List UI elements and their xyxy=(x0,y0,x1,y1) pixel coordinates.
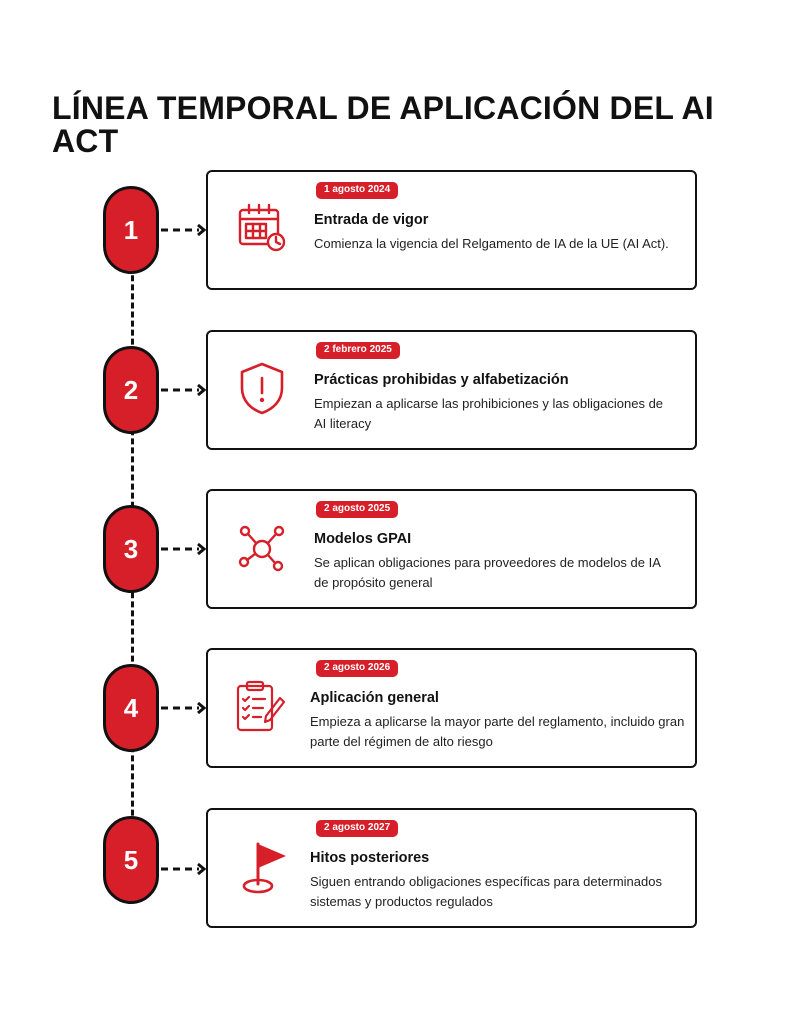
timeline-card-4 xyxy=(206,648,697,768)
step-number-badge-5: 5 xyxy=(103,816,159,904)
flag-marker-icon xyxy=(232,836,292,896)
timeline-card-2 xyxy=(206,330,697,450)
page-title: LÍNEA TEMPORAL DE APLICACIÓN DEL AI ACT xyxy=(52,90,714,159)
arrow-connector-1 xyxy=(159,223,207,237)
step-heading: Aplicación general xyxy=(310,690,439,706)
step-heading: Hitos posteriores xyxy=(310,850,430,866)
step-number-badge-4: 4 xyxy=(103,664,159,752)
step-description: Se aplican obligaciones para proveedores de modelos de IA de propósito general xyxy=(314,555,661,590)
arrow-connector-5 xyxy=(159,862,207,876)
arrow-connector-2 xyxy=(159,383,207,397)
date-badge: 2 agosto 2026 xyxy=(316,660,398,677)
clipboard-checklist-icon xyxy=(230,676,290,736)
step-description: Comienza la vigencia del Relgamento de IA de la UE (AI Act). xyxy=(314,236,669,251)
arrow-connector-4 xyxy=(159,701,207,715)
date-badge: 2 agosto 2025 xyxy=(316,501,398,518)
step-number-badge-3: 3 xyxy=(103,505,159,593)
step-description: Empieza a aplicarse la mayor parte del reglamento, incluido gran parte del régimen de alto riesgo xyxy=(310,714,685,749)
network-nodes-icon xyxy=(232,517,292,577)
shield-warning-icon xyxy=(232,358,292,418)
date-badge: 2 agosto 2027 xyxy=(316,820,398,837)
step-number-badge-2: 2 xyxy=(103,346,159,434)
timeline-card-3 xyxy=(206,489,697,609)
step-description: Siguen entrando obligaciones específicas para determinados sistemas y productos regulados xyxy=(310,874,662,909)
timeline-card-1 xyxy=(206,170,697,290)
step-heading: Prácticas prohibidas y alfabetización xyxy=(314,372,569,388)
step-heading: Modelos GPAI xyxy=(314,531,412,547)
step-heading: Entrada de vigor xyxy=(314,212,429,228)
calendar-clock-icon xyxy=(232,198,292,258)
step-description: Empiezan a aplicarse las prohibiciones y las obligaciones de AI literacy xyxy=(314,396,664,431)
date-badge: 2 febrero 2025 xyxy=(316,342,400,359)
step-number-badge-1: 1 xyxy=(103,186,159,274)
arrow-connector-3 xyxy=(159,542,207,556)
date-badge: 1 agosto 2024 xyxy=(316,182,398,199)
timeline-card-5 xyxy=(206,808,697,928)
